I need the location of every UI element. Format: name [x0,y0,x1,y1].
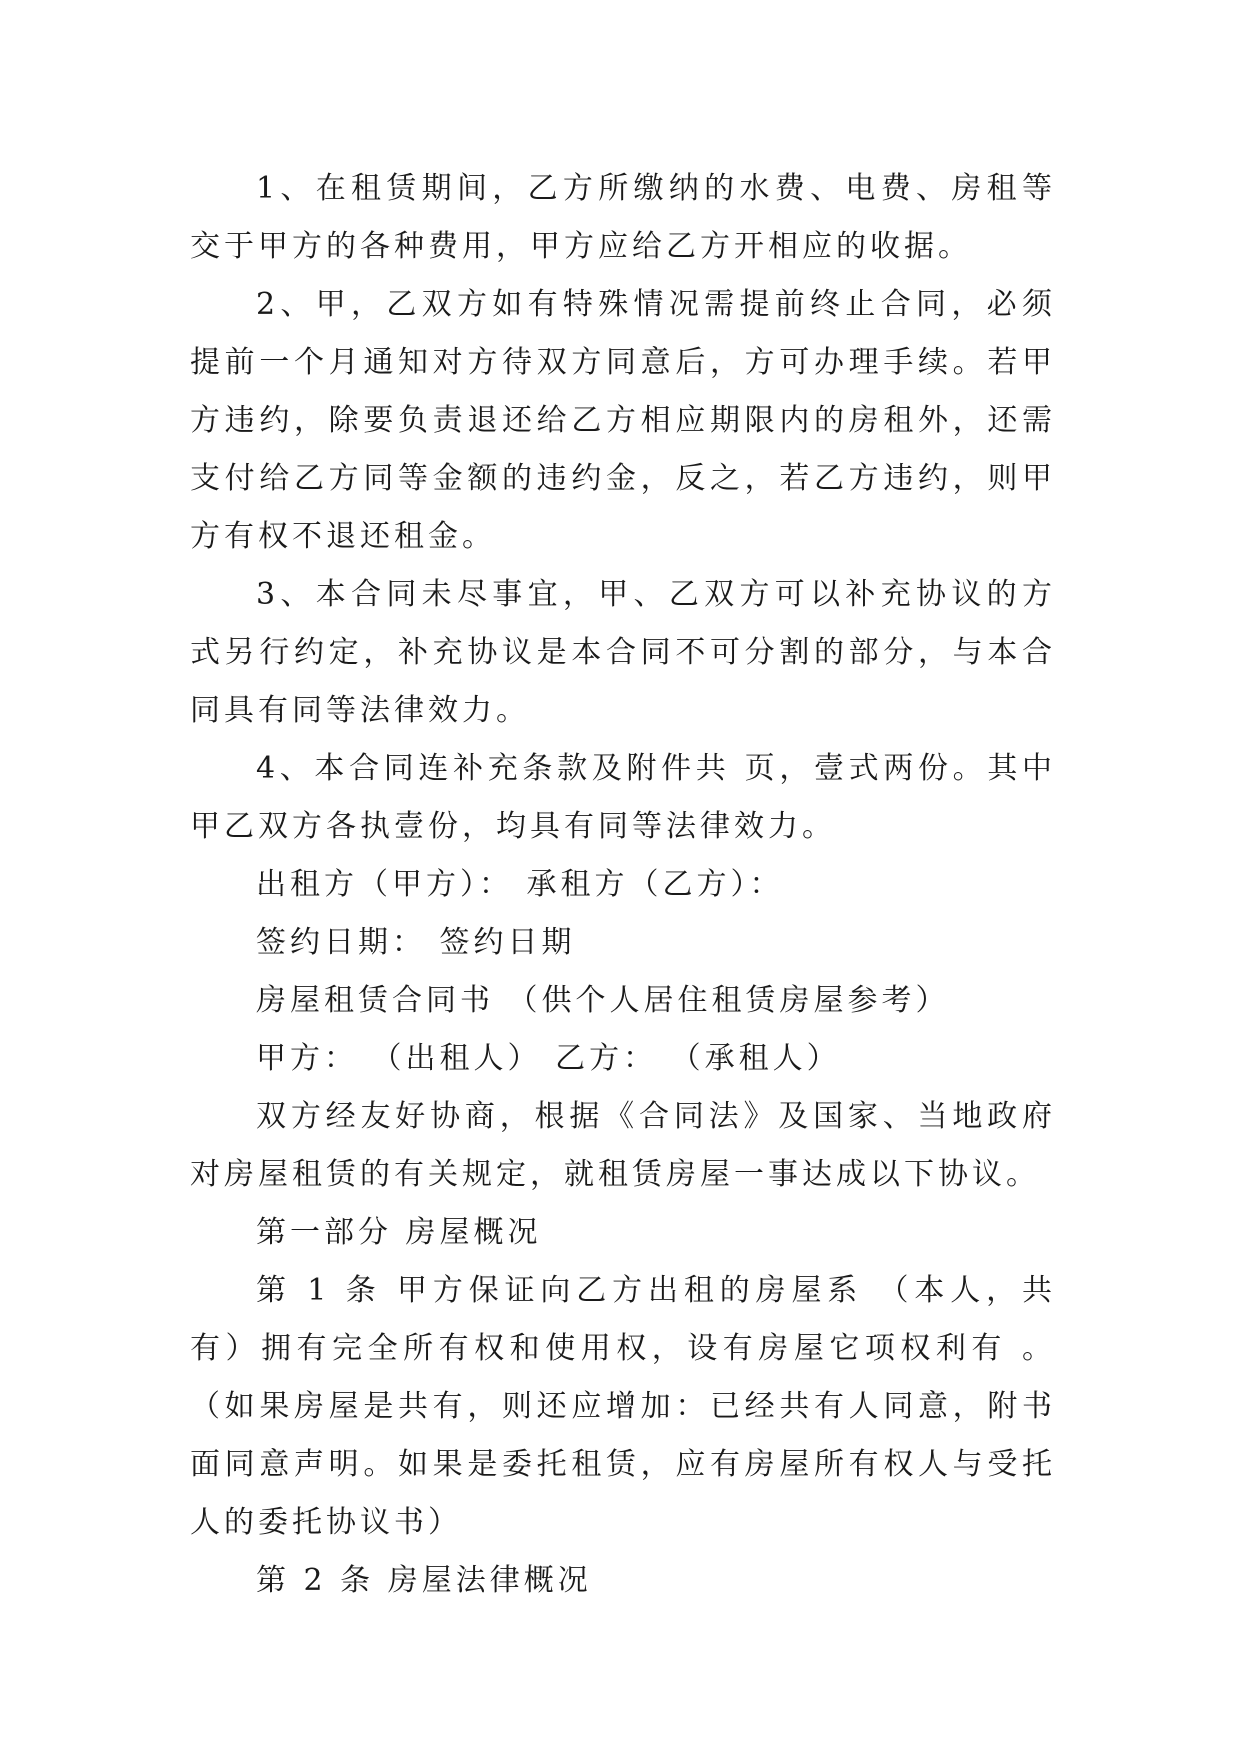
section-heading-part-one: 第一部分 房屋概况 [256,1215,542,1250]
article-2-heading: 第 2 条 房屋法律概况 [256,1563,592,1598]
parties-line: 甲方： （出租人） 乙方： （承租人） [256,1041,841,1076]
document-body [190,160,1056,1610]
signature-parties-line: 出租方（甲方）： 承租方（乙方）： [256,867,784,902]
clause-copies: 4、本合同连补充条款及附件共 页，壹式两份。其中甲乙双方各执壹份，均具有同等法律效力。 [190,751,1056,844]
article-1: 第 1 条 甲方保证向乙方出租的房屋系 （本人，共有）拥有完全所有权和使用权，设有房屋它项权利有 。（如果房屋是共有，则还应增加：已经共有人同意，附书面同意声明。如果是委托租赁，应有房屋所有权人与受托人的委托协议书） [190,1273,1056,1540]
preamble: 双方经友好协商，根据《合同法》及国家、当地政府对房屋租赁的有关规定，就租赁房屋一事达成以下协议。 [190,1099,1056,1192]
clause-fees-receipt: 1、在租赁期间，乙方所缴纳的水费、电费、房租等交于甲方的各种费用，甲方应给乙方开相应的收据。 [190,171,1056,264]
clause-early-termination: 2、甲，乙双方如有特殊情况需提前终止合同，必须提前一个月通知对方待双方同意后，方可办理手续。若甲方违约，除要负责退还给乙方相应期限内的房租外，还需支付给乙方同等金额的违约金，反之，若乙方违约，则甲方有权不退还租金。 [190,287,1056,554]
contract-title-line: 房屋租赁合同书 （供个人居住租赁房屋参考） [256,983,950,1018]
signing-date-line: 签约日期： 签约日期 [256,925,576,960]
clause-supplementary-agreement: 3、本合同未尽事宜，甲、乙双方可以补充协议的方式另行约定，补充协议是本合同不可分割的部分，与本合同具有同等法律效力。 [190,577,1056,728]
